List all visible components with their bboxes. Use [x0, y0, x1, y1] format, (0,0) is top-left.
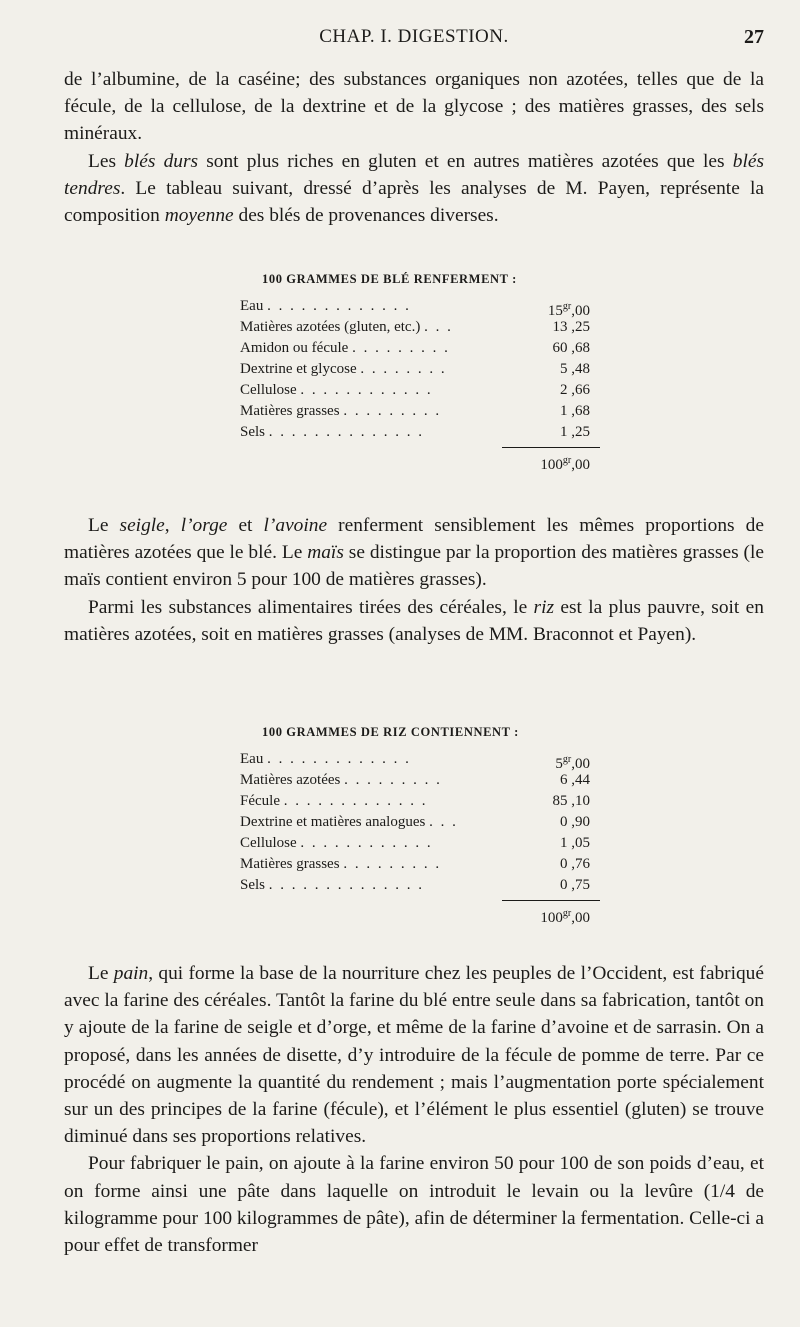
table-row [240, 833, 600, 854]
row-value: 2 ,66 [560, 382, 590, 398]
row-label: Eau . . . . . . . . . . . . . [240, 298, 411, 314]
row-value: 6 ,44 [560, 772, 590, 788]
row-value: 13 ,25 [552, 319, 590, 335]
table-row [240, 770, 600, 791]
row-label: Matières grasses . . . . . . . . . [240, 403, 442, 419]
row-label: Amidon ou fécule . . . . . . . . . [240, 340, 450, 356]
table-row [240, 791, 600, 812]
row-label: Fécule . . . . . . . . . . . . . [240, 793, 428, 809]
row-value: 60 ,68 [552, 340, 590, 356]
table-row [240, 317, 600, 338]
row-label: Sels . . . . . . . . . . . . . . [240, 877, 425, 893]
text-block-bottom [64, 960, 764, 1259]
row-label: Matières grasses . . . . . . . . . [240, 856, 442, 872]
row-label: Eau . . . . . . . . . . . . . [240, 751, 411, 767]
row-label: Matières azotées . . . . . . . . . [240, 772, 442, 788]
table-row [240, 812, 600, 833]
paragraph: de l’albumine, de la caséine; des substances organiques non azotées, telles que de la fécule, de la cellulose, de la dextrine et de la glycose ; des matières grasses, des sels minéraux. [64, 69, 764, 145]
table-row [240, 401, 600, 422]
text-block-top [64, 66, 764, 229]
text-block-middle [64, 512, 764, 648]
table-row [240, 875, 600, 896]
paragraph: Le seigle, l’orge et l’avoine renferment sensiblement les mêmes proportions de matières azotées que le blé. Le maïs se distingue par la proportion des matières grasses (le maïs contient environ 5 pour 100 de matières grasses). [64, 515, 764, 591]
row-value: 0 ,75 [560, 877, 590, 893]
table-row [240, 422, 600, 443]
row-value: 5 ,48 [560, 361, 590, 377]
row-value: 1 ,68 [560, 403, 590, 419]
row-label: Cellulose . . . . . . . . . . . . [240, 382, 433, 398]
row-value: 0 ,90 [560, 814, 590, 830]
table-total: $100^{gr},00$ [540, 908, 590, 926]
chapter-title: CHAP. I. DIGESTION. [319, 26, 509, 47]
table-row [240, 749, 600, 770]
row-label: Dextrine et matières analogues . . . [240, 814, 458, 830]
row-label: Sels . . . . . . . . . . . . . . [240, 424, 425, 440]
paragraph: Les blés durs sont plus riches en gluten et en autres matières azotées que les blés tendres. Le tableau suivant, dressé d’après les analyses de M. Payen, représente la composition moyenne des blés de provenances diverses. [64, 150, 764, 227]
page-number: 27 [744, 26, 764, 48]
row-value: 85 ,10 [552, 793, 590, 809]
table-row [240, 380, 600, 401]
table-ble [240, 272, 600, 474]
row-value: $5^{gr},00$ [555, 754, 590, 772]
row-label: Matières azotées (gluten, etc.) . . . [240, 319, 453, 335]
row-value: 1 ,05 [560, 835, 590, 851]
table-row [240, 338, 600, 359]
table-row [240, 296, 600, 317]
table-row [240, 854, 600, 875]
paragraph: Pour fabriquer le pain, on ajoute à la farine environ 50 pour 100 de son poids d’eau, et on forme ainsi une pâte dans laquelle on introduit le levain ou la levûre (1/4 de kilogramme pour 100 kilogrammes de pâte), afin de déterminer la fermentation. Celle-ci a pour effet de transformer [64, 1153, 764, 1257]
running-header [64, 26, 764, 56]
table-caption: 100 GRAMMES DE RIZ CONTIENNENT : [262, 725, 519, 739]
paragraph: Le pain, qui forme la base de la nourriture chez les peuples de l’Occident, est fabriqué avec la farine des céréales. Tantôt la farine du blé entre seule dans sa fabrication, tantôt on y ajoute de la farine de seigle et d’orge, et même de la farine d’avoine et de sarrasin. On a proposé, dans les années de disette, d’y introduire de la fécule de pomme de terre. Par ce procédé on augmente la quantité du rendement ; mais l’augmentation porte spécialement sur un des principes de la farine (fécule), et l’élément le plus essentiel (gluten) se trouve diminué dans ses proportions relatives. [64, 963, 764, 1148]
row-label: Dextrine et glycose . . . . . . . . [240, 361, 447, 377]
paragraph: Parmi les substances alimentaires tirées des céréales, le riz est la plus pauvre, soit en matières azotées, soit en matières grasses (analyses de MM. Braconnot et Payen). [64, 596, 764, 645]
row-label: Cellulose . . . . . . . . . . . . [240, 835, 433, 851]
table-riz [240, 725, 600, 927]
row-value: $15^{gr},00$ [547, 301, 590, 319]
table-rows [240, 749, 600, 896]
row-value: 0 ,76 [560, 856, 590, 872]
row-value: 1 ,25 [560, 424, 590, 440]
table-row [240, 359, 600, 380]
table-caption: 100 GRAMMES DE BLÉ RENFERMENT : [262, 272, 517, 286]
table-rows [240, 296, 600, 443]
table-total: $100^{gr},00$ [540, 455, 590, 473]
